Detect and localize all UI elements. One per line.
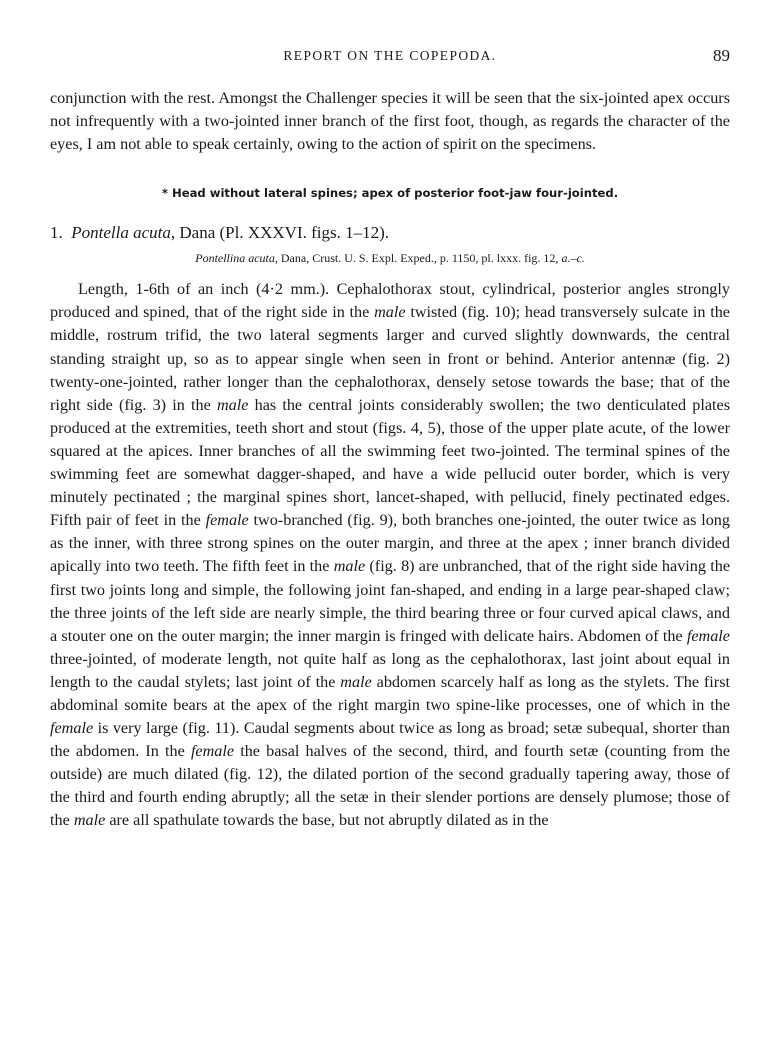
sex-term: male <box>374 303 406 322</box>
synonym-citation: , Dana, Crust. U. S. Expl. Exped., p. 1150, pl. lxxx. fig. 12, <box>274 251 562 266</box>
description-paragraph <box>50 278 730 832</box>
sex-term: male <box>340 672 372 691</box>
sex-term: male <box>216 395 249 414</box>
synonym-figs: a.–c. <box>561 251 585 266</box>
page-header <box>50 46 730 68</box>
synonym-name: Pontellina acuta <box>195 251 275 266</box>
sex-term: female <box>686 626 730 645</box>
species-title <box>50 222 730 244</box>
intro-paragraph: conjunction with the rest. Amongst the Challenger species it will be seen that the six-jointed apex occurs not infrequently with a two-jointed inner branch of the first foot, though, as regards the character of the eyes, I am not able to speak certainly, owing to the action of spirit on the specimens. <box>50 89 730 154</box>
description-text: is very large (fig. 11). Caudal segments about twice as long as broad; setæ subequal, shorter than the abdomen. In the <box>50 719 730 761</box>
species-name: Pontella acuta <box>71 223 171 243</box>
description-text: twisted (fig. 10); head transversely sulcate in the middle, rostrum trifid, the two lateral segments larger and curved slightly downwards, the central standing straight up, so as to appear single when seen in front or behind. Anterior antennæ (fig. 2) twenty-one-jointed, rather longer than the cephalothorax, densely setose towards the base; that of the right side (fig. 3) in the <box>50 303 730 414</box>
description-text: the basal halves of the second, third, and fourth setæ (counting from the outside) are much dilated (fig. 12), the dilated portion of the second gradually tapering away, those of the third and fourth ending abruptly; all the setæ in their slender portions are densely plumose; those of the <box>50 742 731 830</box>
sex-term: female <box>190 742 235 761</box>
description-text: has the central joints considerably swollen; the two denticulated plates produced at the extremities, teeth short and stout (figs. 4, 5), those of the upper plate acute, of the lower squared at the apices. Inner branches of all the swimming feet two-jointed. The terminal spines of the swimming feet are somewhat dagger-shaped, and have a wide pellucid outer border, which is very minutely pectinated ; the marginal spines short, lancet-shaped, with pellucid, finely pectinated edges. Fifth pair of feet in the <box>50 395 730 530</box>
description-text: three-jointed, of moderate length, not quite half as long as the cephalothorax, last joint about equal in length to the caudal stylets; last joint of the <box>50 649 730 691</box>
sex-term: male <box>73 811 106 830</box>
sex-term: male <box>333 557 366 576</box>
description-text: abdomen scarcely half as long as the stylets. The first abdominal somite bears at the apex of the right margin two spine-like processes, one of which in the <box>50 672 730 714</box>
synonymy-reference <box>50 250 730 267</box>
description-text: (fig. 8) are unbranched, that of the right side having the first two joints long and simple, the following joint fan-shaped, and ending in a large pear-shaped claw; the three joints of the left side are nearly simple, the third bearing three or four curved apical claws, and a stouter one on the outer margin; the inner margin is fringed with delicate hairs. Abdomen of the <box>50 557 731 645</box>
species-authority: , Dana (Pl. XXXVI. figs. 1–12). <box>170 223 390 243</box>
running-title: REPORT ON THE COPEPODA. <box>283 48 497 63</box>
species-number: 1. <box>50 223 63 243</box>
page-body <box>50 87 730 833</box>
sex-term: female <box>205 511 249 530</box>
description-text: are all spathulate towards the base, but not abruptly dilated as in the <box>105 811 549 830</box>
description-text: two-branched (fig. 9), both branches one-jointed, the outer twice as long as the inner, with three strong spines on the outer margin, and three at the apex ; inner branch divided apically into two teeth. The fifth feet in the <box>50 511 730 576</box>
page-number: 89 <box>713 46 730 65</box>
sex-term: female <box>50 719 94 738</box>
description-text: Length, 1-6th of an inch (4·2 mm.). Cephalothorax stout, cylindrical, posterior angles strongly produced and spined, that of the right side in the <box>50 280 730 322</box>
section-heading: * Head without lateral spines; apex of posterior foot-jaw four-jointed. <box>161 186 619 201</box>
